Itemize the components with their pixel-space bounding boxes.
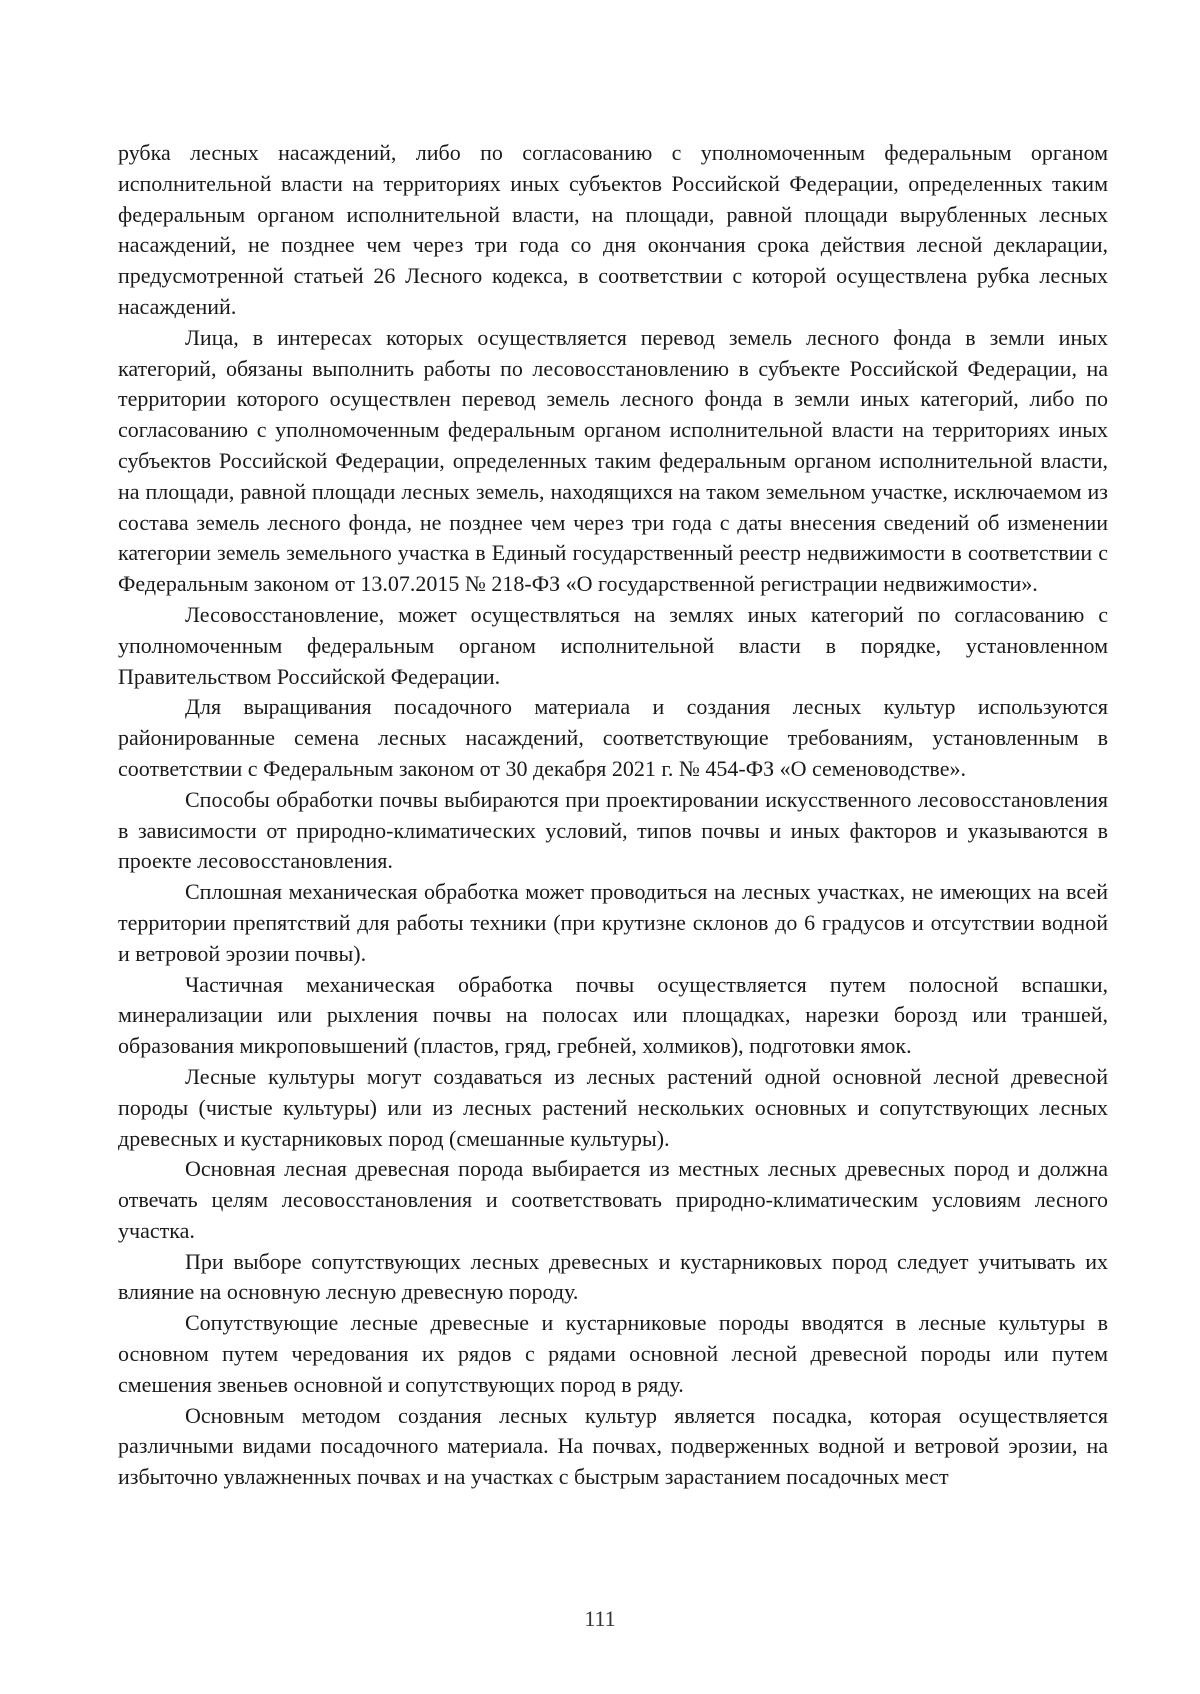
paragraph: Лесные культуры могут создаваться из лесных растений одной основной лесной древесной породы (чистые культуры) или из лесных растений нескольких основных и сопутствующих лесных древесных и кустарниковых пород (смешанные культуры). [118,1063,1108,1151]
paragraph: Сопутствующие лесные древесные и кустарниковые породы вводятся в лесные культуры в основном путем чередования их рядов с рядами основной лесной древесной породы или путем смешения звеньев основной и сопутствующих пород в ряду. [118,1310,1108,1397]
paragraph: Для выращивания посадочного материала и создания лесных культур используются районированные семена лесных насаждений, соответствующие требованиям, установленным в соответствии с Федеральным законом от 30 декабря 2021 г. № 454-ФЗ «О семеноводстве». [118,694,1108,781]
paragraph: Способы обработки почвы выбираются при проектировании искусственного лесовосстановления в зависимости от природно-климатических условий, типов почвы и иных факторов и указываются в проекте лесовосстановления. [118,786,1108,874]
page-number: 111 [584,1606,616,1631]
paragraph: Частичная механическая обработка почвы осуществляется путем полосной вспашки, минерализации или рыхления почвы на полосах или площадках, нарезки борозд или траншей, образования микроповышений (пластов, гряд, гребней, холмиков), подготовки ямок. [118,971,1108,1059]
paragraph: Лесовосстановление, может осуществляться на землях иных категорий по согласованию с уполномоченным федеральным органом исполнительной власти в порядке, установленном Правительством Российской Федерации. [118,601,1108,689]
paragraph: Сплошная механическая обработка может проводиться на лесных участках, не имеющих на всей территории препятствий для работы техники (при крутизне склонов до 6 градусов и отсутствии водной и ветровой эрозии почвы). [118,879,1108,966]
paragraph: Лица, в интересах которых осуществляется перевод земель лесного фонда в земли иных категорий, обязаны выполнить работы по лесовосстановлению в субъекте Российской Федерации, на территории которого осуществлен перевод земель лесного фонда в земли иных категорий, либо по согласованию с уполномоченным федеральным органом исполнительной власти на территориях иных субъектов Российской Федерации, определенных таким федеральным органом исполнительной власти, на площади, равной площади лесных земель, находящихся на таком земельном участке, исключаемом из состава земель лесного фонда, не позднее чем через три года с даты внесения сведений об изменении категории земель земельного участка в Единый государственный реестр недвижимости в соответствии с Федеральным законом от 13.07.2015 № 218-ФЗ «О государственной регистрации недвижимости». [118,324,1108,597]
paragraph-continuation: рубка лесных насаждений, либо по согласованию с уполномоченным федеральным органом исполнительной власти на территориях иных субъектов Российской Федерации, определенных таким федеральным органом исполнительной власти, на площади, равной площади вырубленных лесных насаждений, не позднее чем через три года со дня окончания срока действия лесной декларации, предусмотренной статьей 26 Лесного кодекса, в соответствии с которой осуществлена рубка лесных насаждений. [118,140,1108,319]
paragraph: Основная лесная древесная порода выбирается из местных лесных древесных пород и должна отвечать целям лесовосстановления и соответствовать природно-климатическим условиям лесного участка. [118,1156,1108,1243]
document-body [118,138,1108,1493]
paragraph: При выборе сопутствующих лесных древесных и кустарниковых пород следует учитывать их влияние на основную лесную древесную породу. [118,1248,1108,1305]
paragraph: Основным методом создания лесных культур является посадка, которая осуществляется различными видами посадочного материала. На почвах, подверженных водной и ветровой эрозии, на избыточно увлажненных почвах и на участках с быстрым зарастанием посадочных мест [118,1402,1108,1490]
